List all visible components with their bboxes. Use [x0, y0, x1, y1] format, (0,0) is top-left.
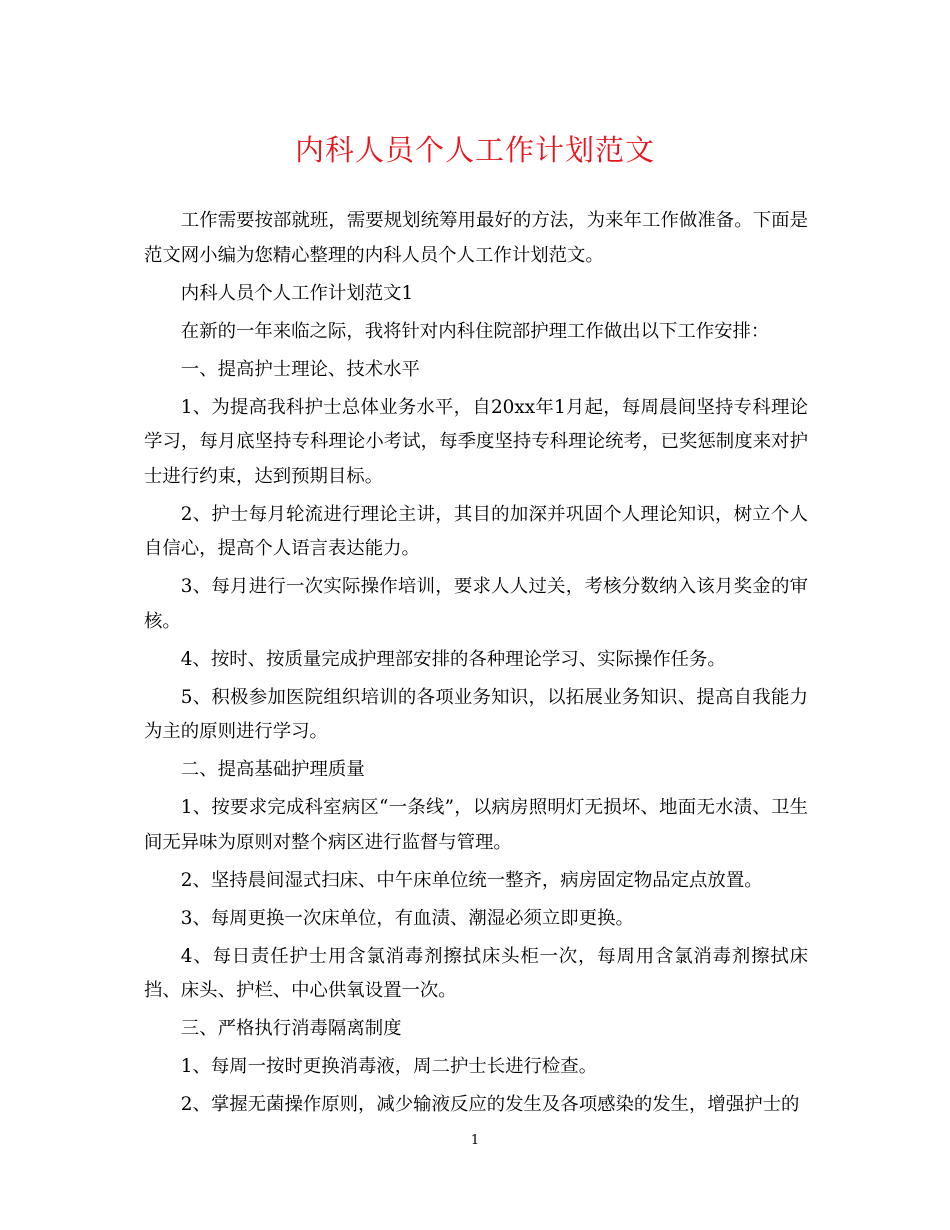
paragraph: 1、每周一按时更换消毒液，周二护士长进行检查。 — [180, 1056, 598, 1077]
paragraph: 工作需要按部就班，需要规划统筹用最好的方法，为来年工作做准备。下面是范文网小编为您精心整理的内科人员个人工作计划范文。 — [144, 210, 808, 266]
section-heading: 一、提高护士理论、技术水平 — [180, 358, 420, 380]
paragraph: 4、按时、按质量完成护理部安排的各种理论学习、实际操作任务。 — [180, 648, 726, 670]
section-heading: 三、严格执行消毒隔离制度 — [180, 1018, 402, 1039]
document-body — [144, 204, 808, 1123]
paragraph: 2、坚持晨间湿式扫床、中午床单位统一整齐，病房固定物品定点放置。 — [180, 869, 763, 891]
paragraph: 3、每周更换一次床单位，有血渍、潮湿必须立即更换。 — [180, 907, 634, 929]
paragraph: 5、积极参加医院组织培训的各项业务知识，以拓展业务知识、提高自我能力为主的原则进行学习。 — [144, 686, 808, 742]
page-number: 1 — [470, 1133, 480, 1148]
paragraph: 3、每月进行一次实际操作培训，要求人人过关，考核分数纳入该月奖金的审核。 — [144, 576, 808, 632]
paragraph: 1、按要求完成科室病区“一条线”，以病房照明灯无损坏、地面无水渍、卫生间无异味为原则对整个病区进行监督与管理。 — [144, 797, 808, 853]
document-title: 内科人员个人工作计划范文 — [294, 133, 655, 167]
paragraph: 在新的一年来临之际，我将针对内科住院部护理工作做出以下工作安排： — [180, 320, 770, 342]
paragraph: 1、为提高我科护士总体业务水平，自20xx年1月起，每周晨间坚持专科理论学习，每月底坚持专科理论小考试，每季度坚持专科理论统考，已奖惩制度来对护士进行约束，达到预期目标。 — [144, 396, 808, 487]
paragraph: 2、掌握无菌操作原则，减少输液反应的发生及各项感染的发生，增强护士的 — [180, 1094, 800, 1115]
section-heading: 二、提高基础护理质量 — [180, 759, 365, 780]
paragraph: 2、护士每月轮流进行理论主讲，其目的加深并巩固个人理论知识，树立个人自信心，提高个人语言表达能力。 — [144, 503, 808, 559]
paragraph: 4、每日责任护士用含氯消毒剂擦拭床头柜一次，每周用含氯消毒剂擦拭床挡、床头、护栏、中心供氧设置一次。 — [144, 945, 808, 1001]
paragraph: 内科人员个人工作计划范文1 — [180, 282, 414, 304]
